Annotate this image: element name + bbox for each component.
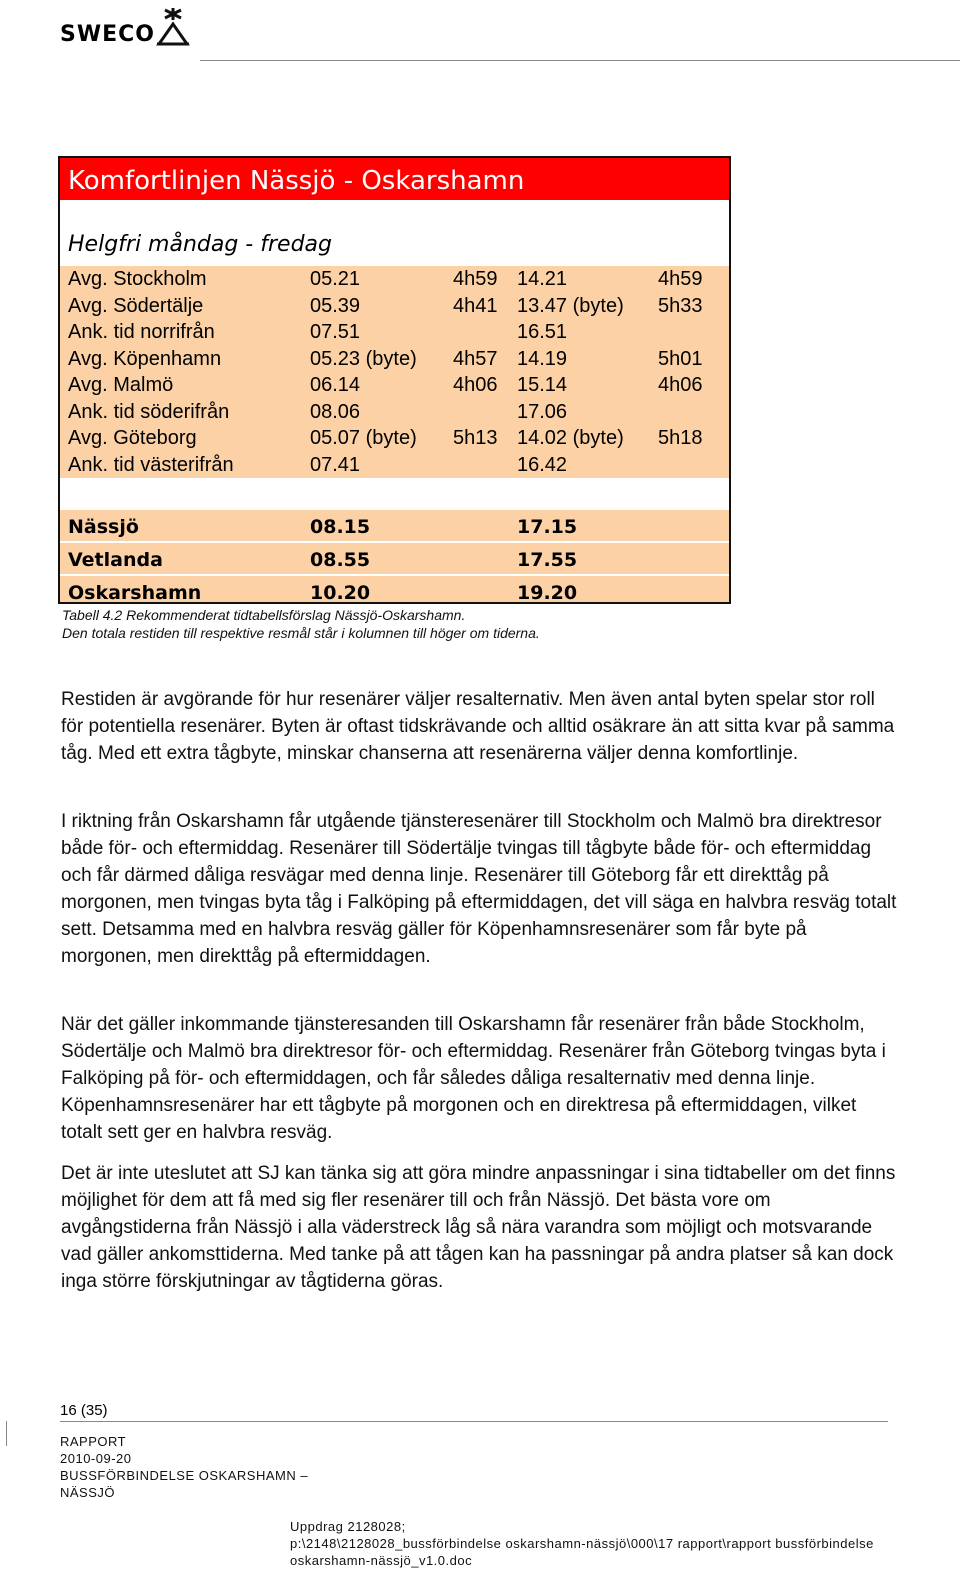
sweco-star-icon xyxy=(155,6,191,46)
table-caption: Tabell 4.2 Rekommenderat tidtabellsförslag Nässjö-Oskarshamn. xyxy=(62,607,466,623)
timetable-title: Komfortlinjen Nässjö - Oskarshamn xyxy=(60,158,729,200)
table-cell: 14.21 xyxy=(517,268,568,290)
table-row xyxy=(60,346,729,373)
table-cell: 14.19 xyxy=(517,347,568,370)
table-cell: 08.15 xyxy=(310,516,371,538)
table-cell: 4h06 xyxy=(658,374,703,396)
table-caption-note: Den totala restiden till respektive resmål står i kolumnen till höger om tiderna. xyxy=(62,625,540,641)
stop-row xyxy=(60,543,729,574)
table-cell: 05.07 (byte) xyxy=(310,427,417,449)
table-cell: Avg. Södertälje xyxy=(68,294,204,317)
table-cell: 07.41 xyxy=(310,453,361,476)
project-name: BUSSFÖRBINDELSE OSKARSHAMN – xyxy=(60,1468,309,1483)
logo-text: SWECO xyxy=(60,22,155,47)
table-cell: 17.06 xyxy=(517,400,568,423)
table-cell: 4h59 xyxy=(453,268,498,290)
sweco-logo xyxy=(60,6,190,46)
table-row xyxy=(60,266,729,293)
table-cell: Ank. tid söderifrån xyxy=(68,400,230,423)
table-cell: Avg. Malmö xyxy=(68,374,174,396)
table-row xyxy=(60,293,729,320)
table-cell: 16.51 xyxy=(517,321,568,343)
paragraph: Det är inte uteslutet att SJ kan tänka sig att göra mindre anpassningar i sina tidtabeller om det finns möjlighet för dem att få med sig fler resenärer till och från Nässjö. Det bästa vore om avgångstiderna från Nässjö i alla väderstreck låg så nära varandra som möjligt och motsvarande vad gäller ankomsttiderna. Med tanke på att tågen kan ha passningar på andra platser så kan dock inga större förskjutningar av tågtiderna göras. xyxy=(61,1163,896,1292)
table-cell: 4h57 xyxy=(453,347,498,370)
doc-date: 2010-09-20 xyxy=(60,1451,132,1466)
table-row xyxy=(60,425,729,452)
table-cell: 5h01 xyxy=(658,347,703,370)
table-cell: 16.42 xyxy=(517,453,568,476)
table-cell: 4h59 xyxy=(658,268,703,290)
table-cell: 19.20 xyxy=(517,582,578,604)
table-cell: 05.23 (byte) xyxy=(310,347,417,370)
file-path: p:\2148\2128028_bussförbindelse oskarshamn-nässjö\000\17 rapport\rapport bussförbindelse xyxy=(290,1536,874,1551)
table-cell: 5h13 xyxy=(453,427,498,449)
table-cell: Nässjö xyxy=(68,516,139,538)
assignment-number: Uppdrag 2128028; xyxy=(290,1519,406,1534)
table-cell: 05.39 xyxy=(310,294,361,317)
page-number: 16 (35) xyxy=(60,1402,108,1419)
table-cell: 17.15 xyxy=(517,516,578,538)
table-cell: 13.47 (byte) xyxy=(517,294,624,317)
table-cell: Oskarshamn xyxy=(68,582,202,604)
table-cell: 08.06 xyxy=(310,400,361,423)
project-name-cont: NÄSSJÖ xyxy=(60,1485,116,1500)
table-cell: 17.55 xyxy=(517,549,578,571)
table-row xyxy=(60,372,729,399)
table-row xyxy=(60,399,729,426)
file-path-cont: oskarshamn-nässjö_v1.0.doc xyxy=(290,1553,473,1568)
paragraph: När det gäller inkommande tjänsteresanden till Oskarshamn får resenärer från både Stockholm, Södertälje och Malmö bra direktresor för- och eftermiddag. Resenärer från Göteborg tvingas byta i Falköping på för- och eftermiddagen, och får således dåliga resalternativ med denna linje. Köpenhamnsresenärer har ett tågbyte på morgonen och en direktresa på eftermiddagen, vilket totalt sett ger en halvbra resväg. xyxy=(61,1014,886,1143)
table-cell: Vetlanda xyxy=(68,549,163,571)
paragraph: Restiden är avgörande för hur resenärer väljer resalternativ. Men även antal byten spelar stor roll för potentiella resenärer. Byten är oftast tidskrävande och alltid osäkrare än att sitta kvar på samma tåg. Med ett extra tågbyte, minskar chanserna att resenärerna väljer denna komfortlinje. xyxy=(61,689,895,764)
table-cell: 08.55 xyxy=(310,549,371,571)
table-cell: 07.51 xyxy=(310,321,361,343)
header-rule xyxy=(200,60,960,61)
table-cell: 15.14 xyxy=(517,374,568,396)
stop-row xyxy=(60,510,729,541)
table-cell: 14.02 (byte) xyxy=(517,427,624,449)
table-cell: 05.21 xyxy=(310,268,361,290)
stop-row xyxy=(60,576,729,604)
doc-type: RAPPORT xyxy=(60,1434,127,1449)
table-cell: 4h41 xyxy=(453,294,498,317)
table-cell: Ank. tid norrifrån xyxy=(68,321,215,343)
table-cell: 5h33 xyxy=(658,294,703,317)
timetable-panel xyxy=(58,156,731,604)
table-cell: Avg. Göteborg xyxy=(68,427,197,449)
table-cell: 06.14 xyxy=(310,374,361,396)
table-cell: 10.20 xyxy=(310,582,371,604)
footer-rule xyxy=(60,1421,888,1422)
table-cell: Avg. Köpenhamn xyxy=(68,347,222,370)
table-cell: Ank. tid västerifrån xyxy=(68,453,234,476)
timetable-subtitle: Helgfri måndag - fredag xyxy=(68,232,332,257)
table-row xyxy=(60,452,729,479)
footer-corner-mark xyxy=(6,1421,7,1446)
table-cell: 5h18 xyxy=(658,427,703,449)
paragraph: I riktning från Oskarshamn får utgående tjänsteresenärer till Stockholm och Malmö bra direktresor både för- och eftermiddag. Resenärer till Södertälje tvingas till tågbyte både för- och eftermiddag och får därmed dåliga resvägar med denna linje. Resenärer till Göteborg får ett direkttåg på morgonen, men tvingas byta tåg i Falköping på eftermiddagen, det vill säga en halvbra resväg totalt sett. Detsamma med en halvbra resväg gäller för Köpenhamnsresenärer som får byte på morgonen, men direkttåg på eftermiddagen. xyxy=(61,811,897,967)
footer-meta xyxy=(60,1433,308,1501)
table-cell: Avg. Stockholm xyxy=(68,268,207,290)
footer-path xyxy=(290,1518,874,1569)
table-cell: 4h06 xyxy=(453,374,498,396)
table-row xyxy=(60,319,729,346)
